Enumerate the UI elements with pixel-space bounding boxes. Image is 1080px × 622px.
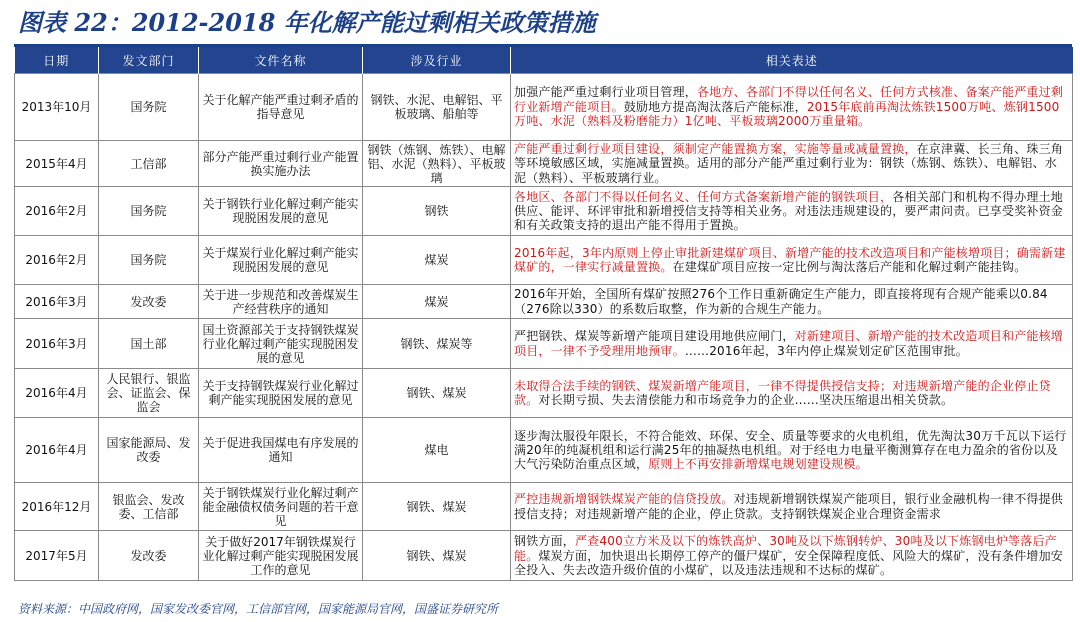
cell-industry: 钢铁、煤炭: [363, 531, 511, 581]
cell-date: 2017年5月: [15, 531, 99, 581]
policy-table: [14, 47, 1073, 581]
cell-industry: 钢铁: [363, 187, 511, 236]
desc-text: 各相关部门和机构不得办理土地供应、能评、环评审批和新增授信支持等相关业务。对违法违规建设的，要严肃问责。已享受奖补资金和有关政策支持的退出产能不得用于置换。: [514, 189, 1064, 233]
table-header-row: [15, 47, 1073, 74]
cell-doc: 国土资源部关于支持钢铁煤炭行业化解过剩产能实现脱困发展的意见: [199, 319, 363, 369]
cell-doc: 关于钢铁煤炭行业化解过剩产能金融债权债务问题的若干意见: [199, 483, 363, 531]
desc-text: 严把钢铁、煤炭等新增产能项目建设用地供应闸门，: [514, 329, 795, 344]
cell-industry: 钢铁、煤炭: [363, 483, 511, 531]
cell-date: 2013年10月: [15, 74, 99, 141]
desc-text: 2016年开始，全国所有煤矿按照276个工作日重新确定生产能力，即直接将现有合规产能乘以0.84（276除以330）的系数后取整，作为新的合规生产能力。: [514, 287, 1048, 316]
source-note: 资料来源：中国政府网，国家发改委官网，工信部官网，国家能源局官网，国盛证券研究所: [18, 602, 499, 616]
header-doc: 文件名称: [199, 47, 363, 74]
cell-dept: 国务院: [99, 236, 199, 285]
header-dept: 发文部门: [99, 47, 199, 74]
cell-doc: 关于促进我国煤电有序发展的通知: [199, 418, 363, 483]
desc-text: 煤炭方面，加快退出长期停工停产的僵尸煤矿，安全保障程度低、风险大的煤矿，没有条件增加安全投入、失去改造升级价值的小煤矿，以及违法违规和不达标的煤矿。: [514, 548, 1064, 577]
cell-dept: 银监会、发改委、工信部: [99, 483, 199, 531]
cell-doc: 关于进一步规范和改善煤炭生产经营秩序的通知: [199, 285, 363, 319]
table-row: [15, 74, 1073, 141]
table-body: [15, 74, 1073, 581]
cell-date: 2016年2月: [15, 236, 99, 285]
table-row: [15, 369, 1073, 418]
cell-desc: [511, 531, 1073, 581]
page-title: 图表 22：2012-2018 年化解产能过剩相关政策措施: [18, 8, 596, 37]
cell-desc: [511, 236, 1073, 285]
cell-industry: 煤炭: [363, 236, 511, 285]
desc-text: 对违规新增钢铁煤炭产能项目，银行业金融机构一律不得提供授信支持；对违规新增产能的企业，停止贷款。支持钢铁煤炭企业合理资金需求: [514, 492, 1064, 521]
cell-dept: 国务院: [99, 74, 199, 141]
cell-dept: 国务院: [99, 187, 199, 236]
cell-desc: [511, 187, 1073, 236]
cell-doc: 关于煤炭行业化解过剩产能实现脱困发展的意见: [199, 236, 363, 285]
cell-dept: 人民银行、银监会、证监会、保监会: [99, 369, 199, 418]
desc-text: 对长期亏损、失去清偿能力和市场竞争力的企业……坚决压缩退出相关贷款。: [538, 393, 954, 408]
header-desc: 相关表述: [511, 47, 1073, 74]
cell-desc: [511, 319, 1073, 369]
cell-date: 2016年3月: [15, 319, 99, 369]
desc-text: 逐步淘汰服役年限长，不符合能效、环保、安全、质量等要求的火电机组，优先淘汰30万千瓦以下运行满20年的纯凝机组和运行满25年的抽凝热电机组。对于经电力电量平衡测算存在电力盈余的省份以及大气污染防治重点区域，: [514, 428, 1067, 472]
cell-doc: 关于化解产能严重过剩矛盾的指导意见: [199, 74, 363, 141]
cell-dept: 发改委: [99, 285, 199, 319]
cell-desc: [511, 483, 1073, 531]
cell-desc: [511, 74, 1073, 141]
cell-date: 2016年4月: [15, 369, 99, 418]
desc-highlight: 对新建项目、新增产能的技术改造项目和产能核增项目，一律不予受理用地预审。: [514, 329, 1064, 358]
desc-highlight: 产能严重过剩行业项目建设，须制定产能置换方案，实施等量或减量置换，: [514, 142, 917, 156]
cell-date: 2016年4月: [15, 418, 99, 483]
cell-date: 2016年12月: [15, 483, 99, 531]
cell-dept: 国土部: [99, 319, 199, 369]
cell-dept: 工信部: [99, 141, 199, 187]
cell-doc: 关于支持钢铁煤炭行业化解过剩产能实现脱困发展的意见: [199, 369, 363, 418]
cell-industry: 钢铁、煤炭等: [363, 319, 511, 369]
cell-industry: 煤炭: [363, 285, 511, 319]
cell-dept: 发改委: [99, 531, 199, 581]
cell-doc: 关于做好2017年钢铁煤炭行业化解过剩产能实现脱困发展工作的意见: [199, 531, 363, 581]
table-row: [15, 418, 1073, 483]
desc-highlight: 严查400立方米及以下的炼铁高炉、30吨及以下炼钢转炉、30吨及以下炼钢电炉等落后产能。: [514, 534, 1057, 563]
header-industry: 涉及行业: [363, 47, 511, 74]
cell-doc: 部分产能严重过剩行业产能置换实施办法: [199, 141, 363, 187]
desc-text: 在建煤矿项目应按一定比例与淘汰落后产能和化解过剩产能挂钩。: [672, 260, 1027, 275]
cell-doc: 关于钢铁行业化解过剩产能实现脱困发展的意见: [199, 187, 363, 236]
desc-highlight: 严控违规新增钢铁煤炭产能的信贷投放。: [514, 492, 734, 507]
cell-desc: [511, 141, 1073, 187]
desc-text: 加强产能严重过剩行业项目管理，: [514, 85, 698, 100]
desc-highlight: 2016年起，3年内原则上停止审批新建煤矿项目、新增产能的技术改造项目和产能核增项目；确需新建煤矿的，一律实行减量置换。: [514, 245, 1066, 275]
table-row: [15, 319, 1073, 369]
cell-desc: [511, 369, 1073, 418]
cell-desc: [511, 418, 1073, 483]
desc-highlight: 2015年底前再淘汰炼铁1500万吨、炼钢1500万吨、水泥（熟料及粉磨能力）1亿吨、平板玻璃2000万重量箱。: [514, 99, 1060, 129]
cell-industry: 钢铁、水泥、电解铝、平板玻璃、船舶等: [363, 74, 511, 141]
table-row: [15, 531, 1073, 581]
table-row: [15, 187, 1073, 236]
table-row: [15, 285, 1073, 319]
desc-text: ……2016年起，3年内停止煤炭划定矿区范围审批。: [684, 343, 968, 358]
desc-highlight: 各地方、各部门不得以任何名义、任何方式核准、备案产能严重过剩行业新增产能项目。: [514, 85, 1064, 114]
cell-industry: 钢铁（炼钢、炼铁）、电解铝、水泥（熟料）、平板玻璃: [363, 141, 511, 187]
desc-highlight: 各地区、各部门不得以任何名义、任何方式备案新增产能的钢铁项目，: [514, 189, 893, 204]
cell-industry: 煤电: [363, 418, 511, 483]
cell-industry: 钢铁、煤炭: [363, 369, 511, 418]
header-date: 日期: [15, 47, 99, 74]
desc-text: 鼓励地方提高淘汰落后产能标准，: [623, 99, 807, 114]
desc-text: 在京津冀、长三角、珠三角等环境敏感区域，实施减量置换。适用的部分产能严重过剩行业为：钢铁（炼钢、炼铁）、电解铝、水泥（熟料）、平板玻璃行业。: [514, 142, 1064, 185]
cell-dept: 国家能源局、发改委: [99, 418, 199, 483]
table-row: [15, 141, 1073, 187]
desc-highlight: 原则上不再安排新增煤电规划建设规模。: [648, 457, 868, 472]
table-row: [15, 236, 1073, 285]
cell-date: 2015年4月: [15, 141, 99, 187]
desc-highlight: 未取得合法手续的钢铁、煤炭新增产能项目，一律不得提供授信支持；对违规新增产能的企业停止贷款。: [514, 378, 1051, 408]
table-row: [15, 483, 1073, 531]
cell-date: 2016年2月: [15, 187, 99, 236]
cell-desc: [511, 285, 1073, 319]
desc-text: 钢铁方面，: [514, 534, 576, 549]
cell-date: 2016年3月: [15, 285, 99, 319]
